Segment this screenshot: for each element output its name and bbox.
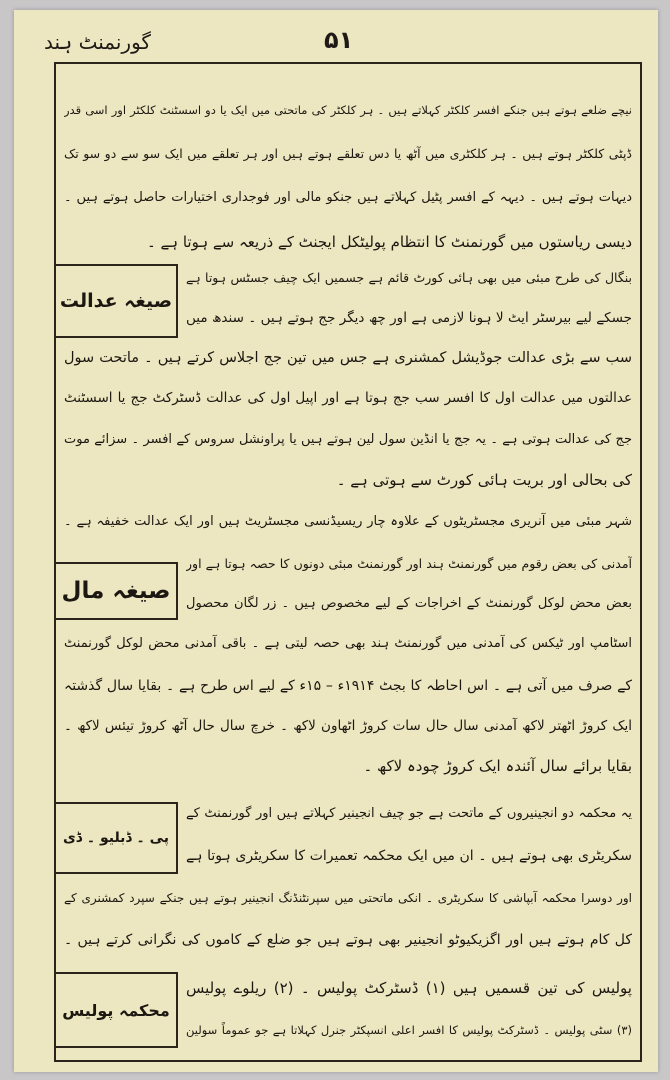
text-line: کل کام ہوتے ہیں اور اگزیکیوٹو انجینیر بھی ہوتے ہیں جو ضلع کے کاموں کی نگرانی کرتے ہیں ۔ <box>64 932 632 948</box>
text-line: آمدنی کی بعض رقوم میں گورنمنٹ ہند اور گورنمنٹ مبئی دونوں کا حصہ ہوتا ہے اور <box>186 556 632 571</box>
text-line: یہ محکمہ دو انجینیروں کے ماتحت ہے جو چیف انجینیر کہلاتے ہیں اور گورنمنٹ کے <box>186 806 632 821</box>
text-line: کی بحالی اور بریت ہائی کورٹ سے ہوتی ہے ۔ <box>336 471 632 489</box>
text-line: جج کی عدالت ہوتی ہے ۔ یہ جج یا انڈین سول لین ہوتے ہیں یا پراونشل سروس کے افسر ۔ سزائے موت <box>64 432 632 447</box>
book-page <box>14 10 658 1072</box>
section-title: صیغہ مال <box>61 578 171 604</box>
text-line: نیچے ضلعے ہوتے ہیں جنکے افسر کلکٹر کہلاتے ہیں ۔ ہر کلکٹر کی ماتحتی میں ایک یا دو اسسٹنٹ کلکٹر اور اسی قدر <box>64 103 632 117</box>
text-line: دیسی ریاستوں میں گورنمنٹ کا انتظام پولیٹکل ایجنٹ کے ذریعہ سے ہوتا ہے ۔ <box>146 233 632 251</box>
text-line: سب سے بڑی عدالت جوڈیشل کمشنری ہے جس میں تین جج اجلاس کرتے ہیں ۔ ماتحت سول <box>64 350 632 366</box>
section-title-box <box>54 562 178 620</box>
text-line: ایک کروڑ اٹھتر لاکھ آمدنی سال حال سات کروڑ اٹھاون لاکھ ۔ خرچ سال حال آٹھ کروڑ تیئس لاکھ ۔ <box>64 718 632 734</box>
section-title: صیغہ عدالت <box>59 290 173 312</box>
page-number: ۵۱ <box>324 26 354 54</box>
section-title-box <box>54 972 178 1048</box>
text-line: اور دوسرا محکمہ آبپاشی کا سکریٹری ۔ انکی ماتحتی میں سپرنٹنڈنگ انجینیر ہوتے ہیں جنکے سپرد کمشنری کے <box>64 891 632 905</box>
text-line: ڈپٹی کلکٹر ہوتے ہیں ۔ ہر کلکٹری میں آٹھ یا دس تعلقے ہوتے ہیں اور ہر تعلقے میں ایک سو سے دو سو تک <box>64 146 632 161</box>
text-line: شہر مبئی میں آنریری مجسٹریٹوں کے علاوہ چار ریسیڈنسی مجسٹریٹ ہیں اور ایک عدالت خفیفہ ہے ۔ <box>64 514 632 529</box>
section-title: محکمہ پولیس <box>62 1000 170 1020</box>
text-line: (۳) سٹی پولیس ۔ ڈسٹرکٹ پولیس کا افسر اعلی انسپکٹر جنرل کہلاتا ہے جو عموماً سولین <box>186 1023 632 1037</box>
text-line: پولیس کی تین قسمیں ہیں (۱) ڈسٹرکٹ پولیس ۔ (۲) ریلوے پولیس <box>186 979 632 997</box>
running-header: گورنمنٹ ہند <box>44 30 151 54</box>
text-frame <box>54 62 642 1062</box>
text-line: عدالتوں میں عدالت اول کا افسر سب جج ہوتا ہے اور اپیل اول کی عدالت ڈسٹرکٹ جج یا اسسٹنٹ <box>64 390 632 406</box>
text-line: اسٹامپ اور ٹیکس کی آمدنی میں گورنمنٹ ہند بھی حصہ لیتی ہے ۔ باقی آمدنی محض لوکل گورنمنٹ <box>64 636 632 651</box>
section-title-box <box>54 264 178 338</box>
section-title: پی ۔ ڈبلیو ۔ ڈی <box>62 830 170 846</box>
text-line: جسکے لیے بیرسٹر ایٹ لا ہونا لازمی ہے اور چھ دیگر جج ہوتے ہیں ۔ سندھ میں <box>186 310 632 326</box>
text-line: سکریٹری بھی ہوتے ہیں ۔ ان میں ایک محکمہ تعمیرات کا سکریٹری ہوتا ہے <box>186 848 632 864</box>
text-line: بقایا برائے سال آئندہ ایک کروڑ چودہ لاکھ ۔ <box>363 757 632 775</box>
text-line: بنگال کی طرح مبئی میں بھی ہائی کورٹ قائم ہے جسمیں ایک چیف جسٹس ہوتا ہے <box>186 270 632 285</box>
text-line: بعض محض لوکل گورنمنٹ کے اخراجات کے لیے مخصوص ہیں ۔ زر لگان محصول <box>186 596 632 611</box>
text-line: دیہات ہوتے ہیں ۔ دیہہ کے افسر پٹیل کہلاتے ہیں جنکو مالی اور فوجداری اختیارات حاصل ہوتے ہیں ۔ <box>64 190 632 205</box>
section-title-box <box>54 802 178 874</box>
text-line: کے صرف میں آتی ہے ۔ اس احاطہ کا بجٹ ۱۹۱۴ء – ۱۵ء کے لیے اس طرح ہے ۔ بقایا سال گذشتہ <box>64 678 632 694</box>
